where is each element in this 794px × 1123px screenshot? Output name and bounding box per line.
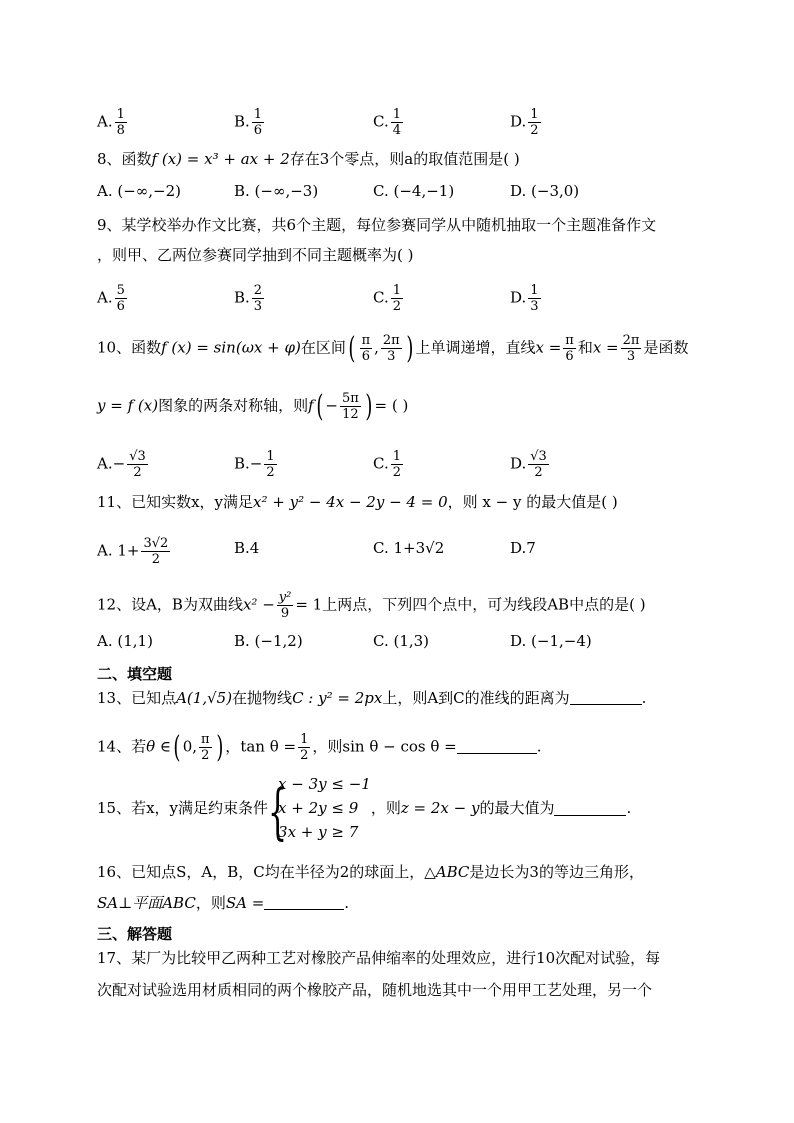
denominator: 3 <box>530 299 539 314</box>
q16-text: ，则 <box>195 894 226 912</box>
q16-stem-line1 <box>97 862 644 882</box>
numerator: 1 <box>266 449 275 464</box>
sign: − <box>112 454 126 473</box>
paren-close: ) <box>215 729 223 765</box>
denominator: 6 <box>565 349 574 364</box>
q11-equation: x² + y² − 4x − 2y − 4 = 0 <box>253 493 448 511</box>
fraction <box>264 449 276 480</box>
q11-prefix: 11、已知实数x，y满足 <box>97 493 254 511</box>
q10-option-c <box>373 449 405 480</box>
q16-stem-line2 <box>97 893 349 913</box>
denominator: 2 <box>266 465 275 480</box>
fraction <box>277 590 294 621</box>
numerator: 1 <box>300 732 309 747</box>
numerator: √3 <box>129 449 146 464</box>
q8-option-c: C. (−4,−1) <box>373 182 455 200</box>
answer-blank[interactable] <box>554 801 626 816</box>
constraint-3: 3x + y ≥ 7 <box>278 823 359 841</box>
q13-stem <box>97 688 646 708</box>
fraction <box>391 283 403 314</box>
fraction <box>528 107 540 138</box>
q10-y-eq: y = f (x) <box>97 396 159 415</box>
denominator: 2 <box>151 552 161 567</box>
numerator: 1 <box>116 107 125 122</box>
numerator: 2π <box>622 333 640 348</box>
q10-line-x2: x = <box>592 338 619 357</box>
q7-option-b <box>234 107 266 138</box>
fraction <box>563 333 576 364</box>
q14-text: ， <box>225 737 241 756</box>
sign: − <box>249 454 263 473</box>
q10-stem-line2: y = f (x)图象的两条对称轴，则f( − $\frac{5\pi}{12}$ ) = ( ) <box>97 388 409 424</box>
option-label: D. <box>510 288 527 307</box>
q13-prefix: 13、已知点 <box>97 689 177 707</box>
q16-perp: SA⊥平面ABC <box>97 894 196 912</box>
fraction <box>115 107 127 138</box>
q11-option-c: C. 1+3√2 <box>373 539 445 557</box>
fraction <box>360 333 373 364</box>
q8-stem <box>97 149 520 169</box>
q8-option-b: B. (−∞,−3) <box>234 182 319 200</box>
q10-option-d <box>510 449 551 480</box>
answer-blank[interactable] <box>264 895 344 910</box>
q12-eq-b: = 1 <box>295 595 323 614</box>
q17-stem-line2: 次配对试验选用材质相同的两个橡胶产品，随机地选其中一个用甲工艺处理，另一个 <box>97 981 653 999</box>
q9-stem-line1: 9、某学校举办作文比赛，共6个主题，每位参赛同学从中随机抽取一个主题准备作文 <box>97 216 657 234</box>
q12-option-c: C. (1,3) <box>373 632 430 650</box>
numerator: 1 <box>530 107 539 122</box>
constraint-system <box>268 772 371 847</box>
q13-suffix: 上，则A到C的准线的距离为 <box>382 689 570 707</box>
q10-text: 是函数 <box>643 338 689 357</box>
numerator: 1 <box>392 107 401 122</box>
q10-option-b <box>234 449 279 480</box>
q17-stem-line1: 17、某厂为比较甲乙两种工艺对橡胶产品伸缩率的处理效应，进行10次配对试验，每 <box>97 949 661 967</box>
denominator: 12 <box>342 407 359 422</box>
q13-point: A(1,√5) <box>176 689 233 707</box>
paren-open: ( <box>348 330 356 366</box>
q11-option-a <box>97 536 172 567</box>
q11-suffix: ，则 x − y 的最大值是( ) <box>447 493 618 511</box>
constraint-2: x + 2y ≤ 9 <box>278 799 359 817</box>
q15-stem <box>97 772 632 847</box>
fraction <box>127 449 148 480</box>
fraction <box>115 283 127 314</box>
fraction <box>381 333 402 364</box>
q15-prefix: 15、若x，y满足约束条件 <box>97 799 269 817</box>
paren-open: ( <box>315 388 324 424</box>
paren-open: ( <box>173 729 181 765</box>
denominator: 3 <box>387 349 396 364</box>
answer-blank[interactable] <box>457 739 537 754</box>
q15-suffix: 的最大值为 <box>479 799 555 817</box>
q7-option-a <box>97 107 129 138</box>
q11-option-b: B.4 <box>234 539 260 557</box>
q14-tan: tan θ = <box>240 737 297 756</box>
q15-text: ，则 <box>370 799 401 817</box>
q11-option-d: D.7 <box>510 539 536 557</box>
q10-f: f <box>308 396 314 415</box>
q15-objective: z = 2x − y <box>400 799 480 817</box>
fraction <box>391 449 403 480</box>
option-label: A. <box>97 288 113 307</box>
q10-function: f (x) = sin(ωx + φ) <box>161 338 301 357</box>
q11-stem <box>97 492 618 512</box>
q16-triangle: △ABC <box>424 863 470 881</box>
q10-prefix: 10、函数 <box>97 338 162 357</box>
denominator: 2 <box>201 748 210 763</box>
fraction <box>340 391 361 422</box>
period: . <box>626 799 632 817</box>
numerator: π <box>201 732 210 747</box>
numerator: 2π <box>382 333 400 348</box>
q7-option-d <box>510 107 543 138</box>
q10-text: = ( ) <box>374 396 409 415</box>
q10-text: 和 <box>577 338 593 357</box>
numerator: 5π <box>341 391 359 406</box>
denominator: 2 <box>530 123 539 138</box>
q14-stem <box>97 729 542 765</box>
option-label: C. <box>373 112 389 131</box>
q12-option-b: B. (−1,2) <box>234 632 303 650</box>
denominator: 2 <box>392 299 401 314</box>
q8-option-d: D. (−3,0) <box>510 182 580 200</box>
option-label: A. <box>97 112 113 131</box>
numerator: y² <box>278 590 292 605</box>
constraint-1: x − 3y ≤ −1 <box>278 775 371 793</box>
q12-option-d: D. (−1,−4) <box>510 632 592 650</box>
fraction <box>252 283 264 314</box>
numerator: √3 <box>530 449 547 464</box>
denominator: 2 <box>534 465 543 480</box>
answer-blank[interactable] <box>570 690 642 705</box>
option-label: A. 1+ <box>97 541 140 560</box>
paren-close: ) <box>365 388 373 424</box>
denominator: 6 <box>361 349 370 364</box>
fraction <box>252 107 264 138</box>
option-label: A. <box>97 454 113 473</box>
section-heading-fill-in: 二、填空题 <box>97 665 173 683</box>
q12-suffix: 上两点，下列四个点中，可为线段AB中点的是( ) <box>322 595 646 614</box>
denominator: 3 <box>626 349 636 364</box>
option-label: C. <box>373 288 389 307</box>
q9-option-b <box>234 283 266 314</box>
option-label: B. <box>234 288 250 307</box>
numerator: 1 <box>392 283 401 298</box>
q10-option-a <box>97 449 150 480</box>
q10-text: 图象的两条对称轴，则 <box>158 396 309 415</box>
q14-prefix: 14、若 <box>97 737 147 756</box>
denominator: 8 <box>116 123 125 138</box>
fraction <box>621 333 642 364</box>
option-label: B. <box>234 454 250 473</box>
numerator: 5 <box>116 283 125 298</box>
option-label: B. <box>234 112 250 131</box>
period: . <box>536 737 542 756</box>
period: . <box>641 689 647 707</box>
q10-text: 在区间 <box>300 338 346 357</box>
q8-function: f (x) = x³ + ax + 2 <box>151 150 290 168</box>
denominator: 2 <box>133 465 142 480</box>
denominator: 2 <box>392 465 401 480</box>
option-label: C. <box>373 454 389 473</box>
q9-stem-line2: ，则甲、乙两位参赛同学抽到不同主题概率为( ) <box>97 246 414 264</box>
q14-lower: 0, <box>182 737 198 756</box>
q10-stem-line1: 10、函数f (x) = sin(ωx + φ)在区间( $\frac{\pi}{6}$ , $\frac{2\pi}{3}$ ) 上单调递增，直线x = $\frac{\pi}{6}$ 和x = $\frac{2\pi}{3}$ 是函数 <box>97 330 689 366</box>
fraction <box>141 536 170 567</box>
q13-curve: C : y² = 2px <box>292 689 383 707</box>
period: . <box>344 894 350 912</box>
q8-suffix: 存在3个零点，则a的取值范围是( ) <box>289 150 520 168</box>
q14-text: ，则 <box>312 737 343 756</box>
q9-option-c <box>373 283 405 314</box>
q12-option-a: A. (1,1) <box>97 632 153 650</box>
q16-text: 是边长为3的等边三角形， <box>469 863 644 881</box>
q13-text: 在抛物线 <box>232 689 293 707</box>
denominator: 2 <box>300 748 309 763</box>
q14-expr: sin θ − cos θ = <box>342 737 457 756</box>
q16-text: 16、已知点S，A，B，C均在半径为2的球面上， <box>97 863 425 881</box>
fraction <box>199 732 212 763</box>
numerator: 1 <box>392 449 401 464</box>
q8-option-a: A. (−∞,−2) <box>97 182 182 200</box>
option-label: D. <box>510 454 527 473</box>
q9-option-a <box>97 283 129 314</box>
denominator: 4 <box>392 123 401 138</box>
numerator: 1 <box>530 283 539 298</box>
q7-option-c <box>373 107 405 138</box>
section-heading-solve: 三、解答题 <box>97 925 173 943</box>
q10-text: 上单调递增，直线 <box>415 338 536 357</box>
numerator: π <box>565 333 574 348</box>
q8-prefix: 8、函数 <box>97 150 152 168</box>
q14-theta: θ ∈ <box>146 737 171 756</box>
numerator: 2 <box>253 283 263 298</box>
q9-option-d <box>510 283 543 314</box>
denominator: 6 <box>116 299 125 314</box>
option-label: D. <box>510 112 527 131</box>
numerator: 1 <box>253 107 263 122</box>
q12-eq-a: x² − <box>242 595 275 614</box>
numerator: π <box>361 333 371 348</box>
paren-close: ) <box>406 330 414 366</box>
fraction <box>298 732 310 763</box>
q12-prefix: 12、设A，B为双曲线 <box>97 595 243 614</box>
fraction <box>528 283 540 314</box>
fraction <box>391 107 403 138</box>
brace: { <box>268 777 288 847</box>
fraction <box>528 449 549 480</box>
q16-sa: SA = <box>225 894 265 912</box>
q12-stem <box>97 590 646 621</box>
denominator: 6 <box>253 123 263 138</box>
denominator: 3 <box>253 299 263 314</box>
denominator: 9 <box>280 606 290 621</box>
q10-line-x1: x = <box>535 338 562 357</box>
numerator: 3√2 <box>143 536 169 551</box>
